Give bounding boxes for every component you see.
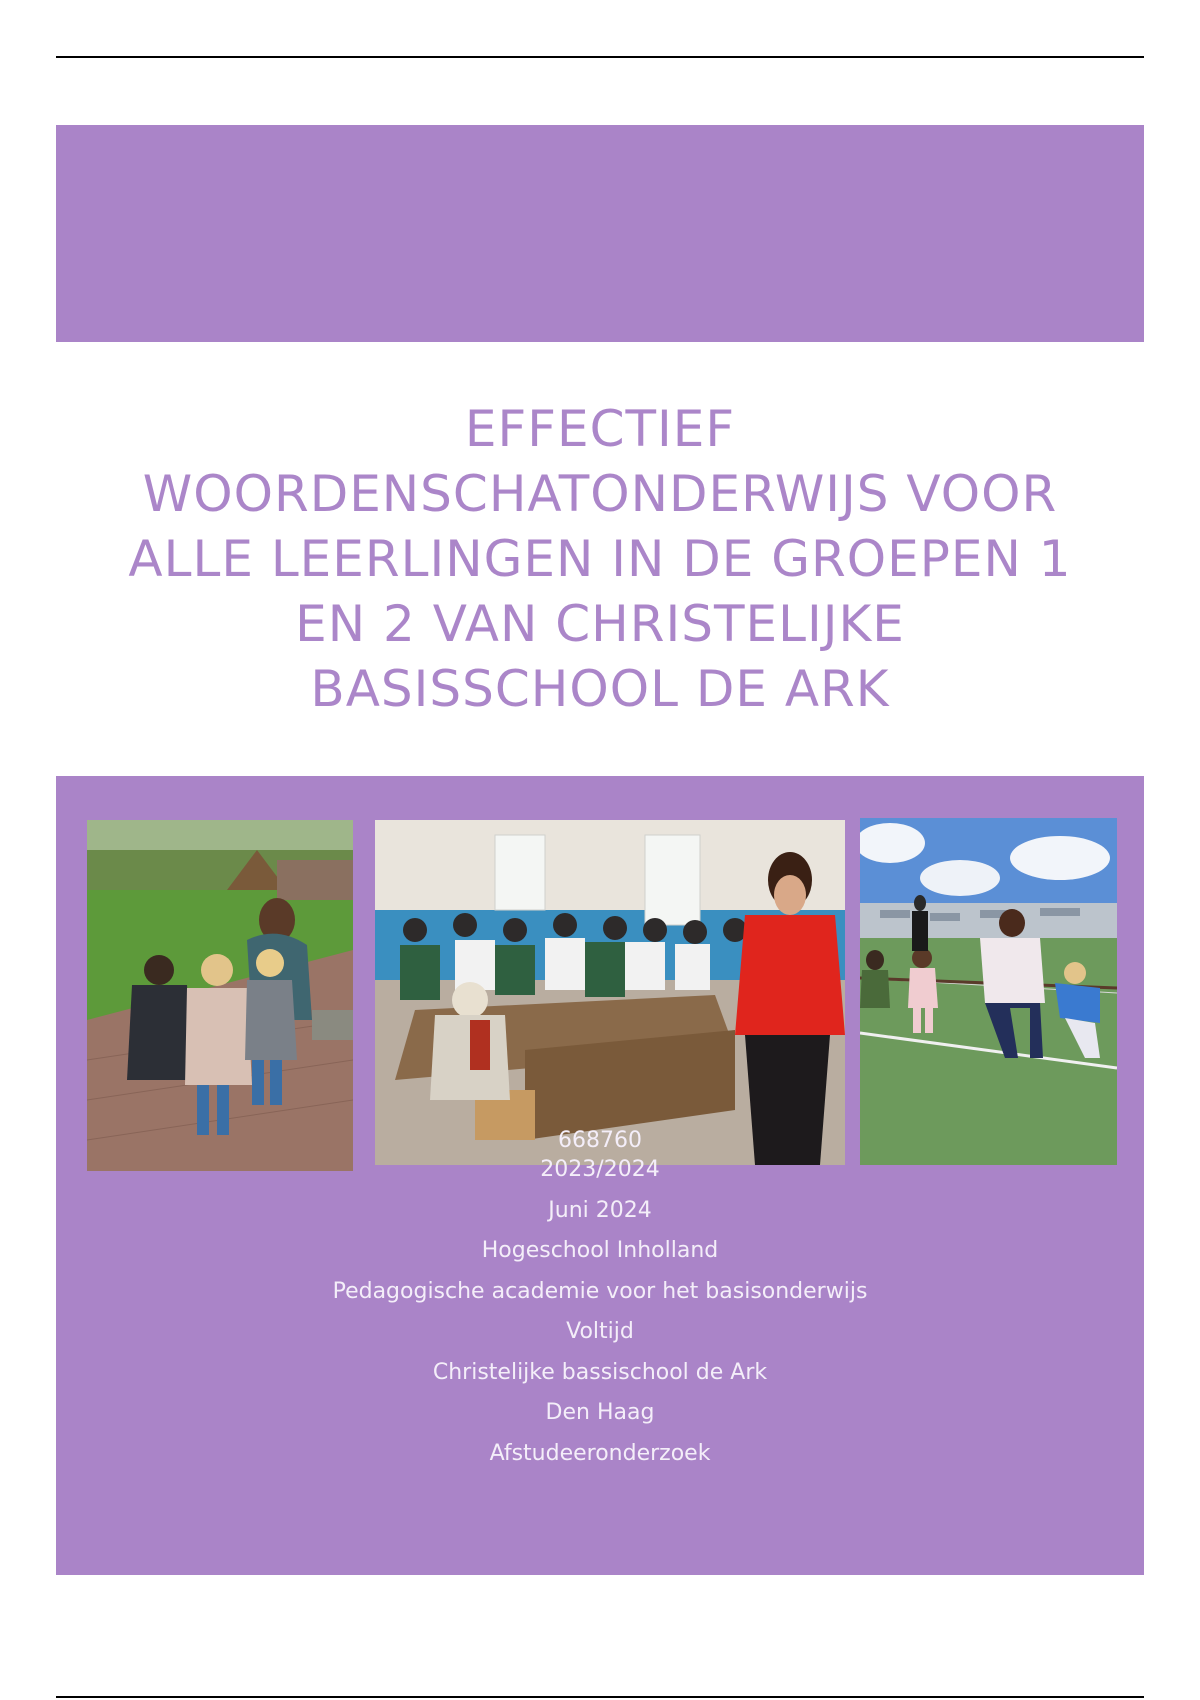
photo-tug-of-war xyxy=(860,818,1117,1165)
top-rule xyxy=(56,56,1144,58)
document-type: Afstudeeronderzoek xyxy=(489,1440,711,1466)
study-mode: Voltijd xyxy=(566,1319,634,1344)
bottom-rule xyxy=(56,1696,1144,1698)
photo-tug-of-war-image xyxy=(860,818,1117,1165)
internship-school: Christelijke bassischool de Ark xyxy=(432,1359,768,1385)
title-area xyxy=(56,342,1144,776)
photo-garden-children-image xyxy=(87,820,353,1171)
institution: Hogeschool Inholland xyxy=(481,1238,719,1263)
photo-garden-children xyxy=(87,820,353,1171)
city: Den Haag xyxy=(545,1400,655,1425)
photo-classroom xyxy=(375,820,845,1165)
student-number-text: 668760 xyxy=(558,1128,642,1150)
academic-year: 2023/2024 xyxy=(540,1157,660,1182)
programme: Pedagogische academie voor het basisonderwijs xyxy=(332,1278,868,1304)
date: Juni 2024 xyxy=(548,1197,652,1223)
student-number-partial xyxy=(56,1128,1144,1150)
photo-classroom-image xyxy=(375,820,845,1165)
document-info xyxy=(56,1128,1144,1474)
document-title: EFFECTIEF WOORDENSCHATONDERWIJS VOOR ALLE LEERLINGEN IN DE GROEPEN 1 EN 2 VAN CHRISTELIJKE BASISSCHOOL DE ARK xyxy=(128,399,1072,718)
top-purple-band xyxy=(56,125,1144,342)
